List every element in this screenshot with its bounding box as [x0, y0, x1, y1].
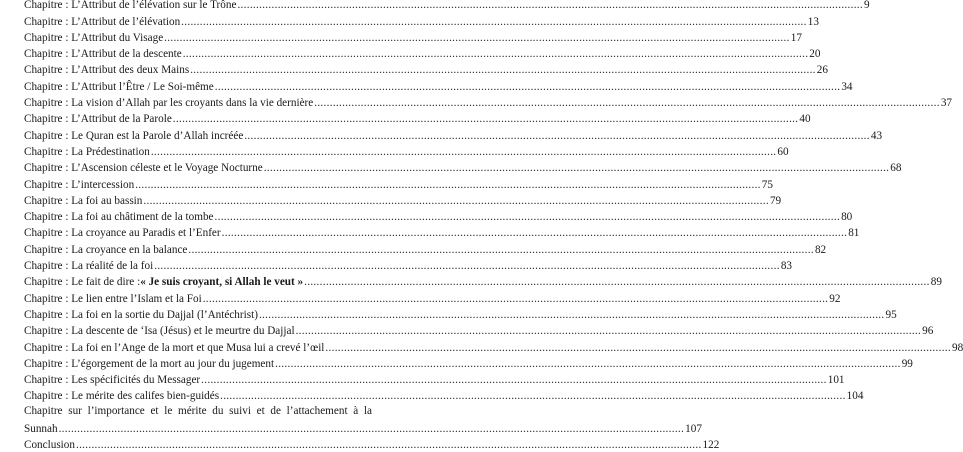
- toc-page-number: 81: [848, 227, 860, 240]
- dot-leader: [59, 423, 685, 436]
- toc-page-number: 82: [814, 243, 827, 256]
- dot-leader: [181, 16, 807, 29]
- toc-page-number: 20: [809, 48, 821, 61]
- toc-entry-title: Chapitre : La foi au bassin: [24, 194, 143, 207]
- dot-leader: [259, 309, 885, 322]
- toc-entry[interactable]: [24, 371, 845, 387]
- toc-entry-title: Chapitre : La vision d’Allah par les croyants dans la vie dernière: [24, 97, 314, 110]
- toc-entry-title: Chapitre : L’Ascension céleste et le Voyage Nocturne: [24, 162, 263, 175]
- toc-page-number: 95: [885, 308, 897, 321]
- dot-leader: [215, 211, 841, 224]
- toc-entry-title: Chapitre : L’intercession: [24, 178, 135, 191]
- toc-entry-line-2: Sunnah: [24, 423, 58, 436]
- toc-page-number: 122: [702, 439, 720, 452]
- dot-leader: [190, 64, 816, 77]
- toc-page-number: 98: [952, 341, 963, 354]
- toc-entry-title: Chapitre : Le fait de dire :: [24, 276, 141, 289]
- toc-entry[interactable]: [24, 126, 883, 142]
- dot-leader: [237, 0, 863, 12]
- toc-page-number: 13: [807, 15, 819, 28]
- toc-entry[interactable]: [24, 94, 952, 110]
- toc-entry-title: Chapitre : L’Attribut de l’élévation sur le Trône: [24, 0, 237, 12]
- toc-entry-title: Chapitre : La croyance au Paradis et l’Enfer: [24, 227, 221, 240]
- toc-page-number: 107: [685, 423, 702, 436]
- toc-page-number: 40: [799, 113, 811, 126]
- toc-entry[interactable]: [24, 355, 913, 371]
- dot-leader: [296, 325, 922, 338]
- toc-entry[interactable]: [24, 110, 811, 126]
- toc-entry[interactable]: [24, 240, 827, 256]
- toc-entry-title: Chapitre : La foi en l’Ange de la mort et que Musa lui a crevé l’œil: [24, 341, 325, 354]
- toc-entry[interactable]: [24, 0, 870, 12]
- dot-leader: [173, 113, 799, 126]
- toc-entry[interactable]: [24, 192, 782, 208]
- toc-page-number: 37: [940, 97, 952, 110]
- toc-entry[interactable]: [24, 322, 934, 338]
- toc-page-number: 92: [829, 292, 841, 305]
- toc-entry[interactable]: [24, 45, 821, 61]
- dot-leader: [183, 48, 809, 61]
- toc-entry-title: Conclusion: [24, 439, 75, 452]
- toc-entry-title: Chapitre : L’égorgement de la mort au jour du jugement: [24, 357, 275, 370]
- dot-leader: [143, 195, 769, 208]
- toc-entry-title: Chapitre : L’Attribut de la descente: [24, 48, 182, 61]
- dot-leader: [304, 276, 930, 289]
- dot-leader: [275, 358, 901, 371]
- toc-entry-title: Chapitre : L’Attribut l’Être / Le Soi-même: [24, 80, 214, 93]
- toc-entry-title: Chapitre : La foi en la sortie du Dajjal (l’Antéchrist): [24, 308, 258, 321]
- toc-entry-title: Chapitre : Les spécificités du Messager: [24, 374, 201, 387]
- dot-leader: [215, 81, 841, 94]
- toc-entry[interactable]: [24, 224, 860, 240]
- toc-entry[interactable]: [24, 12, 819, 28]
- toc-entry-title: Chapitre : L’Attribut des deux Mains: [24, 64, 190, 77]
- dot-leader: [203, 293, 829, 306]
- toc-page-number: 34: [841, 80, 853, 93]
- toc-entry-sunnah[interactable]: [24, 403, 702, 436]
- dot-leader: [154, 260, 780, 273]
- toc-entry-title: Chapitre : La foi au châtiment de la tombe: [24, 211, 214, 224]
- toc-page-number: 89: [930, 276, 942, 289]
- dot-leader: [135, 179, 761, 192]
- toc-entry[interactable]: [24, 61, 828, 77]
- toc-entry[interactable]: [24, 175, 773, 191]
- toc-entry[interactable]: [24, 387, 864, 403]
- toc-entry-title: Chapitre : L’Attribut de l’élévation: [24, 15, 181, 28]
- toc-page-number: 9: [864, 0, 870, 12]
- toc-page-number: 101: [827, 374, 845, 387]
- toc-page-number: 79: [769, 194, 782, 207]
- toc-entry[interactable]: [24, 273, 942, 289]
- toc-entry[interactable]: [24, 29, 802, 45]
- toc-entry-title: Chapitre : Le Quran est la Parole d’Allah incréée: [24, 129, 244, 142]
- dot-leader: [264, 162, 890, 175]
- toc-page-number: 68: [890, 162, 902, 175]
- toc-page-number: 43: [870, 129, 883, 142]
- toc-entry-title: Chapitre : L’Attribut de la Parole: [24, 113, 172, 126]
- toc-entry-title: Chapitre : La Prédestination: [24, 145, 150, 158]
- toc-entry-title: Chapitre : La descente de ‘Isa (Jésus) et le meurtre du Dajjal: [24, 325, 295, 338]
- toc-entry[interactable]: [24, 338, 963, 354]
- dot-leader: [76, 439, 702, 452]
- toc-entry[interactable]: [24, 289, 841, 305]
- toc-page-number: 17: [790, 31, 802, 44]
- table-of-contents: [24, 0, 963, 452]
- dot-leader: [151, 146, 777, 159]
- toc-page-number: 99: [901, 357, 913, 370]
- toc-entry-title: Chapitre : La réalité de la foi: [24, 260, 154, 273]
- toc-page-number: 83: [780, 260, 792, 273]
- toc-entry-conclusion[interactable]: [24, 436, 720, 452]
- toc-page-number: 75: [761, 178, 773, 191]
- dot-leader: [164, 32, 790, 45]
- toc-page-number: 96: [922, 325, 934, 338]
- toc-page-number: 26: [816, 64, 828, 77]
- toc-page-number: 60: [777, 145, 789, 158]
- dot-leader: [314, 97, 940, 110]
- toc-entry[interactable]: [24, 208, 853, 224]
- dot-leader: [188, 244, 814, 257]
- toc-entry-emphasis: « Je suis croyant, si Allah le veut »: [140, 276, 304, 289]
- toc-entry-title: Chapitre : Le mérite des califes bien-guidés: [24, 390, 220, 403]
- toc-page-number: 80: [841, 211, 853, 224]
- toc-entry-title: Chapitre : L’Attribut du Visage: [24, 31, 164, 44]
- toc-entry-title: Chapitre : Le lien entre l’Islam et la Foi: [24, 292, 202, 305]
- dot-leader: [244, 130, 870, 143]
- dot-leader: [201, 374, 827, 387]
- toc-entry-line-1: Chapitre sur l’importance et le mérite du suivi et de l’attachement à la: [24, 405, 372, 418]
- toc-page-number: 104: [846, 390, 864, 403]
- toc-entry-title: Chapitre : La croyance en la balance: [24, 243, 188, 256]
- toc-entry[interactable]: [24, 143, 789, 159]
- toc-entry[interactable]: [24, 159, 902, 175]
- dot-leader: [222, 227, 848, 240]
- dot-leader: [220, 390, 846, 403]
- toc-entry[interactable]: [24, 257, 792, 273]
- toc-entry[interactable]: [24, 306, 897, 322]
- dot-leader: [325, 342, 951, 355]
- toc-entry[interactable]: [24, 77, 853, 93]
